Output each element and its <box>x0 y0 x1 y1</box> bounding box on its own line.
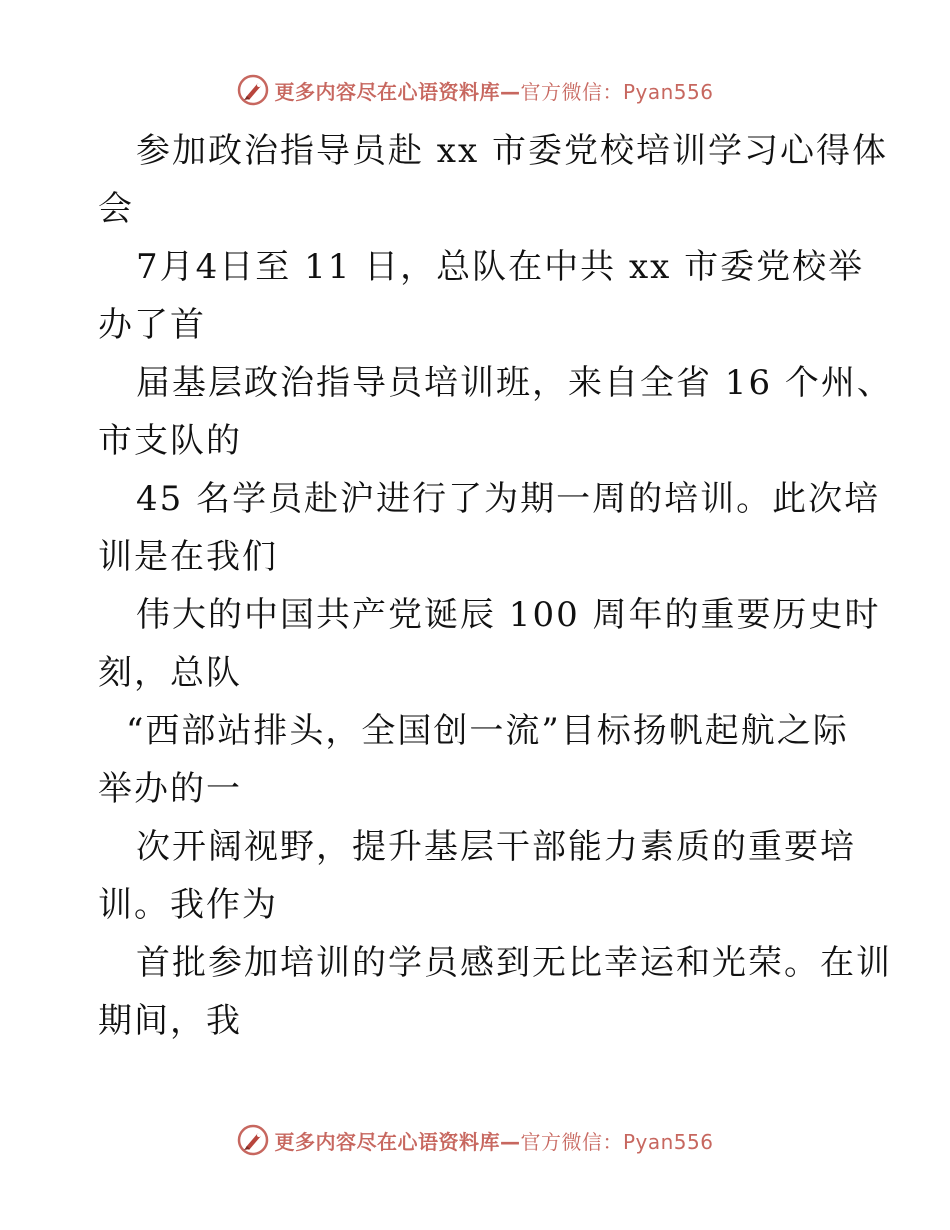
footer-banner-main: 更多内容尽在心语资料库 <box>274 1129 500 1154</box>
footer-banner-dash: — <box>499 1129 521 1154</box>
doc-line-6: 市支队的 <box>98 421 242 461</box>
doc-line-8: 训是在我们 <box>98 537 278 577</box>
doc-line-1: 参加政治指导员赴 xx 市委党校培训学习心得体 <box>136 131 888 171</box>
footer-banner-wechat: 官方微信：Pyan556 <box>520 1129 714 1154</box>
doc-line-3: 7月4日至 11 日，总队在中共 xx 市委党校举 <box>136 247 865 287</box>
header-banner <box>0 70 950 110</box>
doc-line-10: 刻，总队 <box>98 653 242 693</box>
doc-line-15: 首批参加培训的学员感到无比幸运和光荣。在训 <box>136 943 892 983</box>
doc-line-12: 举办的一 <box>98 769 242 809</box>
doc-line-9: 伟大的中国共产党诞辰 100 周年的重要历史时 <box>136 595 881 635</box>
doc-line-2: 会 <box>98 189 134 229</box>
doc-line-11: “西部站排头，全国创一流”目标扬帆起航之际 <box>126 711 849 751</box>
doc-line-16: 期间，我 <box>98 1001 242 1041</box>
pen-nib-logo-icon <box>236 73 270 107</box>
doc-line-5: 届基层政治指导员培训班，来自全省 16 个州、 <box>136 363 893 403</box>
footer-banner <box>0 1120 950 1160</box>
doc-line-7: 45 名学员赴沪进行了为期一周的培训。此次培 <box>136 479 881 519</box>
doc-line-13: 次开阔视野，提升基层干部能力素质的重要培 <box>136 827 856 867</box>
doc-line-4: 办了首 <box>98 305 206 345</box>
doc-line-14: 训。我作为 <box>98 885 278 925</box>
header-banner-text <box>274 76 713 105</box>
header-banner-main: 更多内容尽在心语资料库 <box>274 79 500 104</box>
header-banner-wechat: 官方微信：Pyan556 <box>520 79 714 104</box>
footer-banner-text <box>274 1126 713 1155</box>
pen-nib-logo-icon <box>236 1123 270 1157</box>
header-banner-dash: — <box>499 79 521 104</box>
document-body <box>98 122 893 1050</box>
